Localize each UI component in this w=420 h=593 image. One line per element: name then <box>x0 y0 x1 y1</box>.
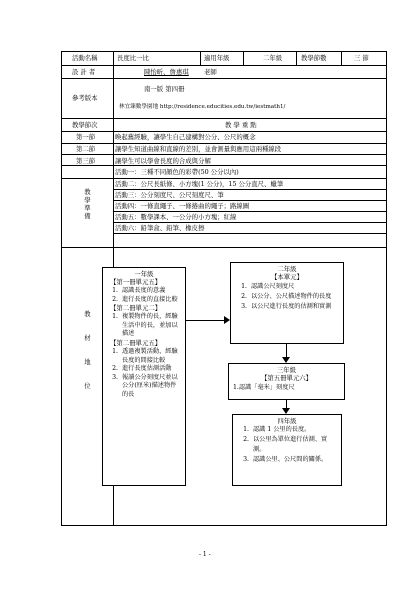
reference-line-1: 南一版 第四冊 <box>144 85 185 93</box>
list-item: 2. 進行長度估測活動 <box>120 365 182 374</box>
list-item: 1. 認識 1 公里的長度。 <box>251 425 337 435</box>
period-column-header: 教學節次 <box>72 121 98 129</box>
list-item: 2. 進行長度的直接比較 <box>120 296 182 305</box>
periods-value: 三 節 <box>354 54 369 62</box>
list-item: 1. 複製物件的長，經驗生活中的長，並加以描述 <box>120 313 182 339</box>
focus-3: 讓學生可以學會長度的合成與分解 <box>115 157 211 165</box>
prep-item-3: 活動三：公分刻度尺、公尺刻度尺、筆 <box>115 191 224 199</box>
prep-label-char: 備 <box>84 212 91 220</box>
period-3: 第三節 <box>76 157 96 165</box>
grade-1-unit-2-title: 【第二冊單元二】 <box>110 304 162 313</box>
grade-1-unit-3-title: 【第二冊單元五】 <box>110 338 162 347</box>
grade-3-title: 三年級 <box>276 366 297 374</box>
table-border-right <box>386 51 387 526</box>
list-item: 3. 認識公里、公尺間的關係。 <box>251 455 337 465</box>
prep-item-2: 活動二：公尺長紙條、小方塊(1 公分)，15 公分直尺、蠟筆 <box>115 180 284 188</box>
grade-4-list <box>237 425 337 465</box>
grade-label: 適用年級 <box>204 54 230 62</box>
focus-1: 喚起舊經驗，讓學生自己建構對公分、公尺的概念 <box>115 133 256 141</box>
connector-line <box>286 344 287 358</box>
grade-2-unit: 【本單元】 <box>271 273 303 281</box>
grade-3-unit: 【第五冊單元六】 <box>260 374 313 382</box>
prep-label-char: 教 <box>84 188 91 196</box>
list-item: 2. 以公分、公尺描述物件的長度 <box>249 292 339 302</box>
prep-label-char: 學 <box>84 196 91 204</box>
prep-label <box>62 188 113 220</box>
analysis-label-char: 教 <box>84 310 91 318</box>
list-item: 2. 以公里為單位進行估測、實測。 <box>251 435 337 455</box>
grade-1-unit-1-list <box>106 287 182 304</box>
periods-label: 教學節數 <box>301 54 327 62</box>
analysis-label-char: 地 <box>84 358 91 366</box>
grade-3-item: 1.認識「毫米」刻度尺 <box>233 384 295 391</box>
prep-item-5: 活動五：數學課本、一公分的小方塊；紅線 <box>115 213 237 221</box>
prep-item-6: 活動六：鉛筆盒、鉛筆、橡皮擦 <box>115 224 205 232</box>
grade-2-title: 二年級 <box>277 265 297 273</box>
designer-role: 老師 <box>204 68 217 76</box>
table-border-left <box>61 51 62 526</box>
prep-item-4: 活動四：一條直繩子、一條捲曲的繩子；路線圖 <box>115 202 250 210</box>
grade-value: 二年級 <box>263 54 283 62</box>
grade-1-title: 一年級 <box>134 270 154 278</box>
activity-name-label: 活動名稱 <box>72 54 98 62</box>
designer-names: 陳怡昕、詹惠琪 <box>144 68 189 76</box>
analysis-label-char: 材 <box>84 334 91 342</box>
designer-label: 設 計 者 <box>72 68 96 76</box>
list-item: 3. 以公尺進行長度的估測和實測 <box>249 302 339 312</box>
grade-2-box <box>230 262 344 344</box>
period-2: 第二節 <box>76 145 96 153</box>
grade-1-unit-2-list <box>106 313 182 339</box>
grade-4-box <box>232 414 342 486</box>
grade-2-list <box>235 282 339 312</box>
table-border-top <box>61 51 387 52</box>
connector-line <box>186 320 224 321</box>
grade-1-unit-1-title: 【第一冊單元五】 <box>110 278 162 286</box>
focus-2: 讓學生知道曲線和直線的差別，並會測量與應用這兩種線段 <box>115 145 282 153</box>
grade-3-box <box>228 363 345 400</box>
period-1: 第一節 <box>76 133 96 141</box>
grade-1-box <box>102 267 186 486</box>
analysis-label-char: 位 <box>84 382 91 390</box>
list-item: 1. 透過複製活動，經驗長度的間接比較 <box>120 348 182 365</box>
focus-column-header: 教 學 重 點 <box>225 121 257 129</box>
page-number: - 1 - <box>199 551 211 558</box>
table-border-bottom <box>61 525 387 526</box>
reference-label: 參考版本 <box>72 94 98 102</box>
prep-label-char: 準 <box>84 204 91 212</box>
grade-4-title: 四年級 <box>277 417 297 425</box>
grade-1-unit-3-list <box>106 348 182 400</box>
activity-name: 長度比一比 <box>117 54 149 62</box>
reference-line-2: 林宜臻數學園地 http://residence.educities.edu.tw/iestmath1/ <box>119 104 286 110</box>
list-item: 3. 報讀公分刻度尺並以公分(厘米)描述物件的長 <box>120 374 182 400</box>
prep-item-1: 活動一：三種不同顏色的彩帶(50 公分以內) <box>115 168 239 176</box>
list-item: 1. 認識公尺刻度尺 <box>249 282 339 292</box>
list-item: 1. 認識長度的意義 <box>120 287 182 296</box>
